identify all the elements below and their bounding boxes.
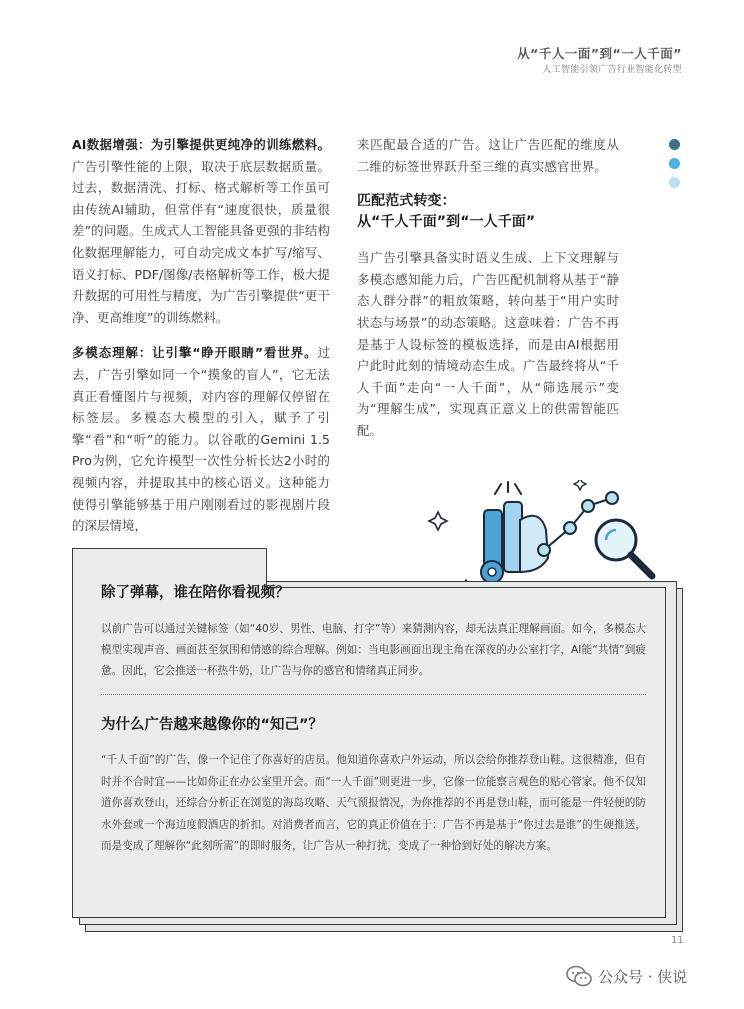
- box-divider: [101, 694, 646, 695]
- box-heading-zhiji: 为什么广告越来越像你的“知己”？: [101, 717, 324, 733]
- decor-dot-dark: [669, 139, 680, 150]
- header-title: 从“千人一面”到“一人千面”: [517, 46, 682, 61]
- header-subtitle: 人工智能引领广告行业智能化转型: [542, 65, 682, 75]
- network-node: [538, 544, 550, 556]
- spark-line: [515, 484, 521, 494]
- network-node: [564, 522, 576, 534]
- sparkle-icon: [574, 480, 586, 490]
- box-body-danmaku: 以前广告可以通过关键标签（如“40岁、男性、电脑、打字”等）来猜测内容，却无法真正理解画面。如今，多模态大模型实现声音、画面甚至氛围和情感的综合理解。例如：当电影画面出现主角在深夜的办公室打字，AI能“共情”到疲惫。因此，它会推送一杯热牛奶，让广告与你的感官和情绪真正同步。: [101, 623, 646, 677]
- paragraph-paradigm: 当广告引擎具备实时语义生成、上下文理解与多模态感知能力后，广告匹配机制将从基于“静态人群分群”的粗放策略，转向基于“用户实时状态与场景”的动态策略。这意味着：广告不再是基于人设标签的模板选择，而是由AI根据用户此时此刻的情境动态生成。广告最终将从“千人千面”走向“一人千面”，从“筛选展示”变为“理解生成”，实现真正意义上的供需智能匹配。: [357, 250, 619, 438]
- decor-dot-mid: [669, 158, 680, 169]
- decor-dot-light: [669, 177, 680, 188]
- wechat-label: 公众号 · 侠说: [598, 967, 688, 986]
- wechat-icon: [566, 965, 592, 987]
- robot-joint-center: [488, 568, 496, 576]
- box-heading-danmaku: 除了弹幕，谁在陪你看视频？: [101, 585, 290, 601]
- lead-multimodal: 多模态理解：让引擎“睁开眼睛”看世界。: [72, 345, 318, 361]
- lead-ai-data: AI数据增强：为引擎提供更纯净的训练燃料。: [72, 137, 330, 152]
- right-column: [357, 134, 619, 456]
- box-body-zhiji: “千人千面”的广告，像一个记住了你喜好的店员。他知道你喜欢户外运动，所以会给你推荐登山鞋。这很精准，但有时并不合时宜——比如你正在办公室里开会。而“一人千面”则更进一步，它像一位能察言观色的贴心管家。他不仅知道你喜欢登山，还综合分析正在浏览的海岛攻略、天气预报情况，为你推荐的不再是登山鞋，而可能是一件轻便的防水外套或一个海边度假酒店的折扣。对消费者而言，它的真正价值在于：广告不再是基于“你过去是谁”的生硬推送，而是变成了理解你“此刻所需”的即时服务，让广告从一种打扰，变成了一种恰到好处的解决方案。: [101, 754, 646, 852]
- page-number: 11: [671, 935, 684, 946]
- spark-line: [495, 484, 501, 494]
- paragraph-ai-data: [72, 134, 330, 328]
- paragraph-continuation: 来匹配最合适的广告。这让广告匹配的维度从二维的标签世界跃升至三维的真实感官世界。: [357, 137, 619, 174]
- paragraph-multimodal: [72, 342, 330, 536]
- magnifier-handle: [631, 555, 652, 576]
- section-heading-line2: 从“千人千面”到“一人千面”: [357, 214, 536, 231]
- sparkle-icon: [429, 512, 447, 530]
- left-column: [72, 134, 330, 551]
- body-ai-data: 广告引擎性能的上限，取决于底层数据质量。过去，数据清洗、打标、格式解析等工作虽可由传统AI辅助，但常伴有“速度很快，质量很差”的问题。生成式人工智能具备更强的非结构化数据理解能力，可自动完成文本扩写/缩写、语义打标、PDF/图像/表格解析等工作，极大提升数据的可用性与精度，为广告引擎提供“更干净、更高维度”的训练燃料。: [72, 158, 330, 325]
- network-node: [606, 492, 618, 504]
- network-node: [582, 500, 594, 512]
- wechat-watermark: [566, 965, 687, 987]
- body-multimodal: 过去，广告引擎如同一个“摸象的盲人”，它无法真正看懂图片与视频，对内容的理解仅停留在标签层。多模态大模型的引入，赋予了引擎“看”和“听”的能力。以谷歌的Gemini 1.5 Pro为例，它允许模型一次性分析长达2小时的视频内容，并提取其中的核心语义。这种能力使得引擎能够基于用户刚刚看过的影视剧片段的深层情境，: [72, 345, 330, 534]
- section-heading: [357, 191, 619, 233]
- section-heading-line1: 匹配范式转变：: [357, 193, 456, 210]
